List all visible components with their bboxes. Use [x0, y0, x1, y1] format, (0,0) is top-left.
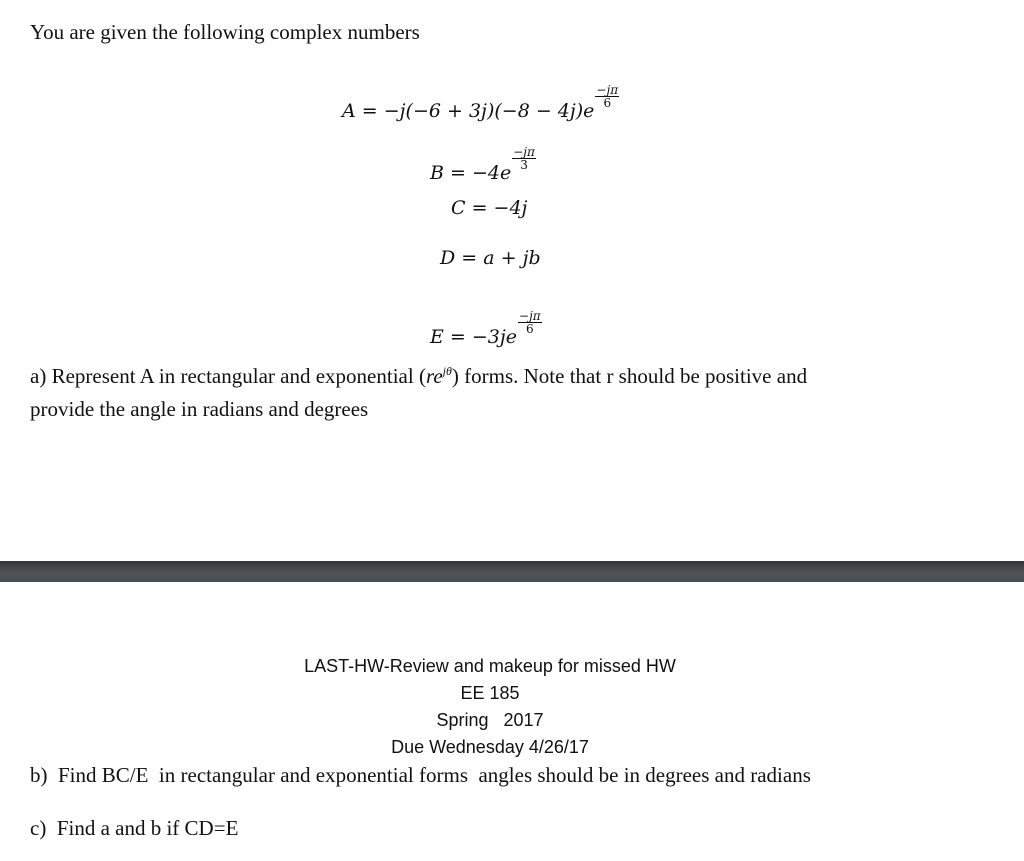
equation-d — [440, 247, 541, 269]
equation-b — [430, 146, 536, 184]
assignment-title: LAST-HW-Review and makeup for missed HW — [304, 656, 676, 676]
equation-a-exponent: $\frac{-j\pi}{6}$ — [596, 83, 619, 110]
equation-e-exponent: $\frac{-j\pi}{6}$ — [519, 309, 541, 336]
assignment-header — [0, 653, 980, 761]
question-a-math: $re^{j\theta}$ — [425, 364, 452, 388]
equation-d-rhs: = a + jb — [461, 247, 541, 269]
question-c: c) Find a and b if CD=E — [30, 816, 239, 840]
due-date: Due Wednesday 4/26/17 — [391, 737, 589, 757]
equation-b-lhs: B — [430, 162, 444, 184]
question-b: b) Find BC/E in rectangular and exponential forms angles should be in degrees and radians — [30, 763, 811, 787]
equation-a-lhs: A — [342, 100, 356, 122]
question-a-line1: a) Represent A in rectangular and exponential $(re^{j\theta})$ forms. Note that r should be positive and — [30, 364, 808, 388]
equation-b-exponent: $\frac{-j\pi}{3}$ — [513, 145, 535, 172]
equation-c-lhs: C — [451, 197, 466, 219]
equation-e-rhs: = −3je — [449, 326, 518, 348]
equation-d-lhs: D — [440, 247, 456, 269]
equation-e — [430, 310, 542, 348]
page-divider — [0, 561, 1024, 582]
intro-text: You are given the following complex numbers — [30, 20, 420, 44]
course-code: EE 185 — [460, 683, 520, 703]
equation-b-rhs: = −4e — [450, 162, 512, 184]
question-a-line2: provide the angle in radians and degrees — [30, 397, 369, 421]
equation-a — [342, 84, 619, 122]
equation-c-rhs: = −4j — [471, 197, 528, 219]
term: Spring 2017 — [436, 710, 544, 730]
equation-a-rhs: = −j(−6 + 3j)(−8 − 4j)e — [361, 100, 595, 122]
question-a — [30, 355, 807, 426]
equation-e-lhs: E — [430, 326, 444, 348]
equation-c — [451, 197, 527, 219]
